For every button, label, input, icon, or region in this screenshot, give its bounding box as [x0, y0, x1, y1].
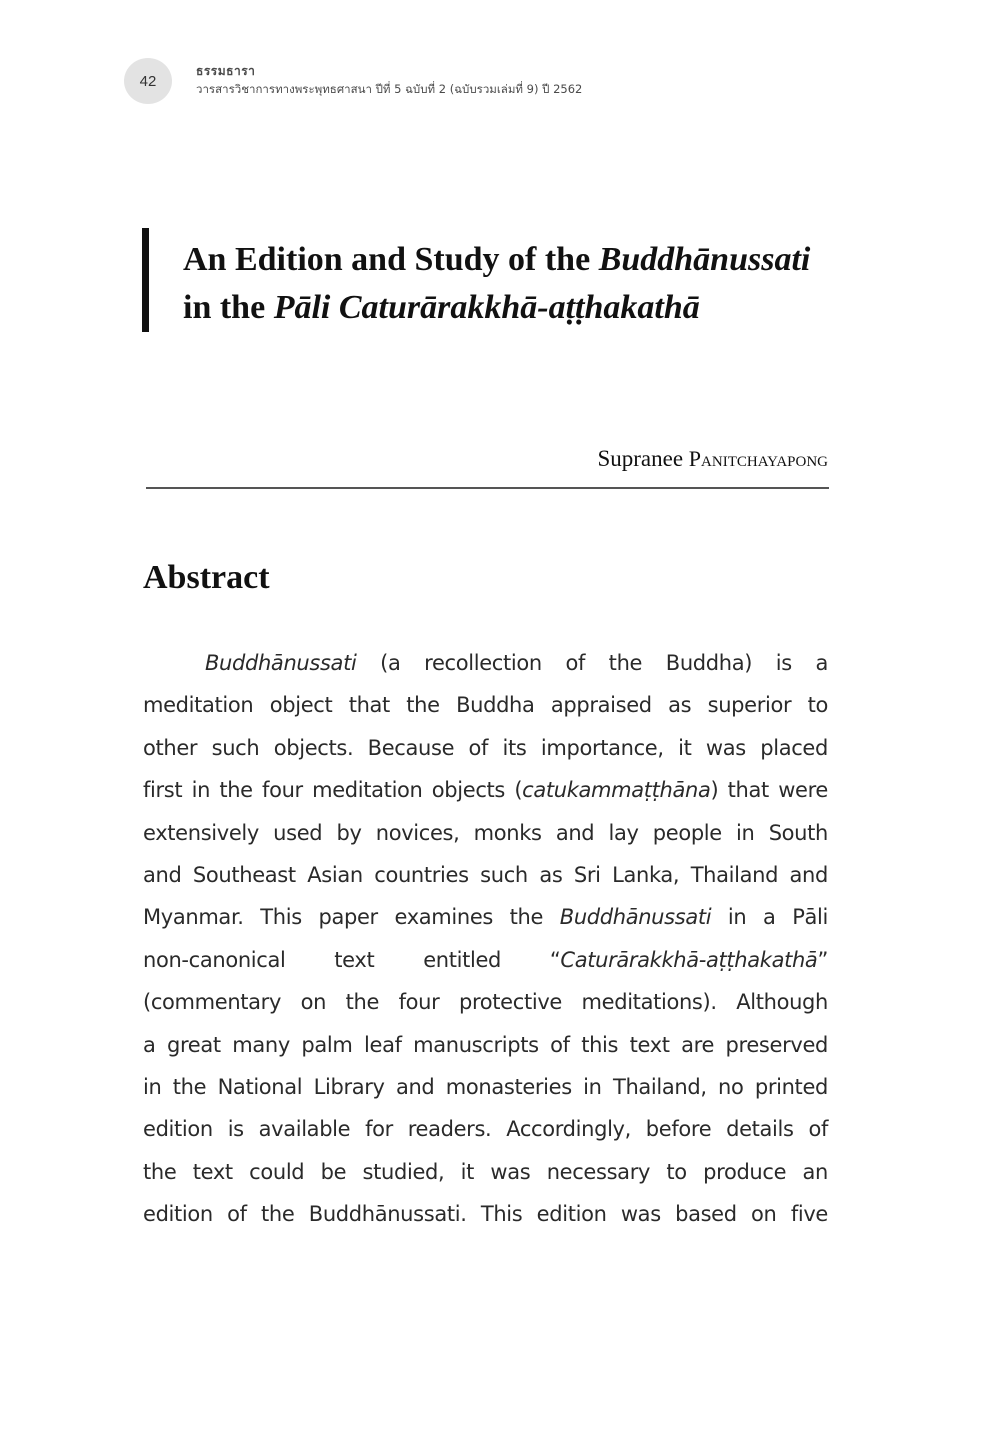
abstract-line [143, 812, 828, 854]
abstract-line [143, 727, 828, 769]
journal-issue: วารสารวิชาการทางพระพุทธศาสนา ปีที่ 5 ฉบับที่ 2 (ฉบับรวมเล่มที่ 9) ปี 2562 [196, 82, 583, 96]
abstract-line [143, 854, 828, 896]
abstract-text: in a Pāli [711, 905, 828, 930]
author-name [597, 446, 828, 472]
abstract-text: (commentary on the four protective meditations). Although [143, 990, 828, 1015]
abstract-line [143, 1108, 828, 1150]
page-number-text: 42 [139, 72, 157, 90]
abstract-line [143, 981, 828, 1023]
abstract-text: meditation object that the Buddha appraised as superior to [143, 693, 828, 718]
running-head [196, 62, 582, 98]
abstract-line [143, 896, 828, 938]
abstract-line [143, 684, 828, 726]
abstract-text: and Southeast Asian countries such as Sri Lanka, Thailand and [143, 862, 828, 887]
journal-name: ธรรมธารา [196, 64, 256, 78]
abstract-line [143, 1193, 828, 1235]
page-number [124, 58, 172, 104]
abstract-text: ) that were [710, 778, 828, 803]
article-title [183, 236, 810, 332]
abstract-italic-term: Buddhānussati [205, 651, 357, 675]
abstract-line [143, 769, 828, 811]
abstract-text: ” [817, 947, 828, 972]
author-given-name: Supranee [597, 446, 684, 471]
title-line-2-regular: in the [183, 289, 274, 326]
abstract-line [143, 1151, 828, 1193]
author-surname: Panitchayapong [688, 446, 828, 471]
abstract-text: non-canonical text entitled “ [143, 947, 561, 972]
abstract-text: the text could be studied, it was necessary to produce an [143, 1159, 828, 1184]
title-line-1 [183, 236, 810, 284]
abstract-line [143, 642, 828, 684]
abstract-line [143, 939, 828, 981]
abstract-text: first in the four meditation objects ( [143, 778, 523, 803]
abstract-line [143, 1024, 828, 1066]
abstract-italic-term: Caturārakkhā-aṭṭhakathā [560, 947, 818, 972]
abstract-text: a great many palm leaf manuscripts of this text are preserved [143, 1032, 828, 1057]
abstract-italic-term: Buddhānussati [559, 905, 712, 930]
abstract-line [143, 1066, 828, 1108]
title-line-1-regular: An Edition and Study of the [183, 241, 599, 278]
title-accent-bar [142, 228, 149, 332]
abstract-text: in the National Library and monasteries in Thailand, no printed [143, 1074, 828, 1099]
abstract-text: extensively used by novices, monks and lay people in South [143, 820, 828, 845]
title-line-1-italic: Buddhānussati [598, 241, 811, 278]
title-line-2-italic: Pāli Caturārakkhā-aṭṭhakathā [273, 289, 700, 326]
abstract-text: other such objects. Because of its importance, it was placed [143, 735, 828, 760]
abstract-italic-term: catukammaṭṭhāna [522, 778, 711, 803]
abstract-text: (a recollection of the Buddha) is a [356, 651, 828, 675]
abstract-heading: Abstract [143, 559, 270, 596]
abstract-body [143, 642, 828, 1235]
author-divider [146, 487, 829, 489]
abstract-text: edition of the Buddhānussati. This edition was based on five [143, 1202, 828, 1227]
title-line-2 [183, 284, 810, 332]
abstract-text: edition is available for readers. Accordingly, before details of [143, 1117, 828, 1142]
abstract-text: Myanmar. This paper examines the [143, 905, 560, 930]
